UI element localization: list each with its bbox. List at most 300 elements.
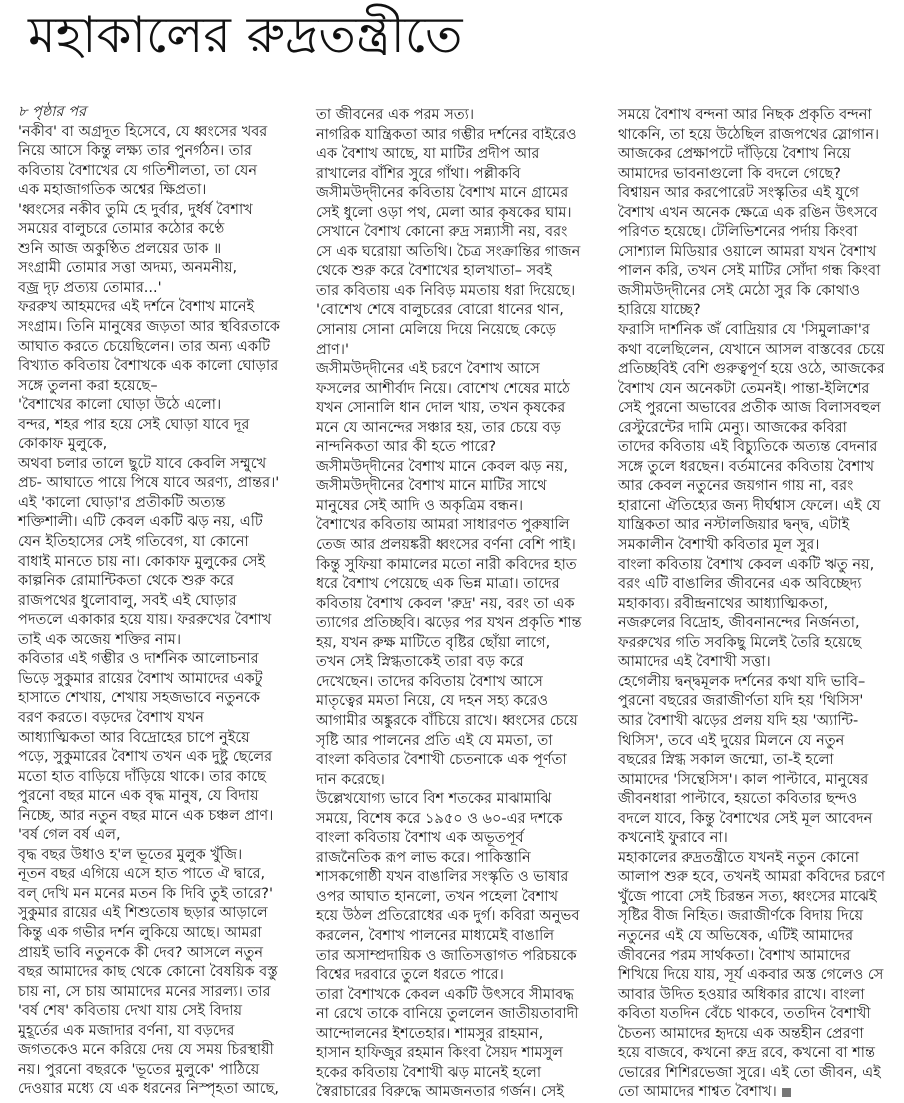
line-text: মাতৃত্বের মমতা নিয়ে, যে দহন সহ্য করেও: [316, 693, 549, 710]
line-text: অথবা চলার তালে ছুটে যাবে কেবলি সম্মুখে: [18, 455, 267, 472]
line-text: রাজনৈতিক রূপ লাভ করে। পাকিস্তানি: [316, 849, 531, 866]
article-column-2: [316, 106, 602, 1103]
article-text-line: [316, 106, 602, 126]
line-text: নিয়ে আসে কিন্তু লক্ষ্য তার পুনর্গঠন। তার: [18, 143, 252, 160]
line-text: বাংলা কবিতার বৈশাখী চেতনাকে এক পূর্ণতা: [316, 752, 567, 769]
line-text: কথা বলেছিলেন, যেখানে আসল বাস্তবের চেয়ে: [618, 341, 885, 358]
line-text: হাসান হাফিজুর রহমান কিংবা সৈয়দ শামসুল: [316, 1045, 563, 1062]
line-text: নতুনের এই যে অভিষেক, এটিই আমাদের: [618, 927, 854, 944]
article-text-line: [618, 360, 904, 380]
article-text-line: [18, 807, 304, 827]
article-text-line: [618, 692, 904, 712]
line-text: জসীমউদ্‌দীনের এই চরণে বৈশাখ আসে: [316, 361, 540, 378]
line-text: পুরনো বছরের জরাজীর্ণতা যদি হয় 'থিসিস': [618, 693, 864, 710]
article-text-line: [316, 380, 602, 400]
article-text-line: [316, 184, 602, 204]
article-text-line: [18, 513, 304, 533]
line-text: নান্দনিকতা আর কী হতে পারে?: [316, 439, 497, 456]
line-text: সৃষ্টির বীজ নিহিত। জরাজীর্ণকে বিদায় দিয়ে: [618, 908, 863, 925]
article-text-line: [316, 1005, 602, 1025]
line-text: আধ্যাত্মিকতা আর বিদ্রোহের চাপে নুইয়ে: [18, 729, 250, 746]
line-text: না রেখে তাকে বানিয়ে তুললেন জাতীয়তাবাদী: [316, 1006, 579, 1023]
article-text-line: [18, 865, 304, 885]
line-text: সেই ধুলো ওড়া পথ, মেলা আর কৃষকের ঘাম।: [316, 204, 572, 221]
line-text: সময়ের বালুচরে তোমার কঠোর কণ্ঠে: [18, 221, 225, 238]
article-text-line: [18, 826, 304, 846]
article-text-line: [18, 924, 304, 944]
line-text: ধরে বৈশাখ পেয়েছে এক ভিন্ন মাত্রা। তাদের: [316, 576, 560, 593]
line-text: মহাকালের রুদ্রতন্ত্রীতে যখনই নতুন কোনো: [618, 849, 860, 866]
article-text-line: [316, 947, 602, 967]
article-text-line: [316, 1083, 602, 1103]
line-text: জসীমউদ্‌দীনের সেই মেঠো সুর কি কোথাও: [618, 282, 860, 299]
line-text: দান করেছে।: [316, 771, 385, 788]
article-text-line: [618, 458, 904, 478]
line-text: প্রাণ।': [316, 341, 349, 358]
article-text-line: [18, 201, 304, 221]
line-text: তার অসাম্প্রদায়িক ও জাতিসত্তাগত পরিচয়কে: [316, 947, 577, 964]
article-text-line: [618, 1005, 904, 1025]
line-text: তাই এক অজেয় শক্তির নাম।: [18, 631, 182, 648]
line-text: আমাদের 'সিন্থেসিস'। কাল পাল্টাবে, মানুষের: [618, 771, 869, 788]
article-text-line: [618, 927, 904, 947]
line-text: হয়ে উঠল প্রতিরোধের এক দুর্গ। কবিরা অনুভব: [316, 908, 580, 925]
article-text-line: [618, 575, 904, 595]
line-text: বৈশাখ এখন অনেক ক্ষেত্রে এক রঙিন উৎসবে: [618, 204, 878, 221]
article-text-line: [18, 885, 304, 905]
line-text: সময়ে বৈশাখ বন্দনা আর নিছক প্রকৃতি বন্দনা: [618, 107, 872, 123]
line-text: বৈশাখ যেন অনেকটা তেমনই। পান্তা-ইলিশের: [618, 380, 870, 397]
line-text: রাজপথের ধুলোবালু, সবই এই ঘোড়ার: [18, 592, 237, 609]
article-text-line: [618, 712, 904, 732]
article-text-line: [618, 223, 904, 243]
line-text: বরং এটি বাঙালির জীবনের এক অবিচ্ছেদ্য: [618, 576, 862, 593]
article-text-line: [18, 142, 304, 162]
article-text-line: [618, 673, 904, 693]
line-text: আবার উদিত হওয়ার অধিকার রাখে। বাংলা: [618, 986, 865, 1003]
line-text: খুঁজে পাবো সেই চিরন্তন সত্য, ধ্বংসের মাঝেই: [618, 888, 877, 905]
article-text-line: [316, 810, 602, 830]
line-text: আন্দোলনের ইশতেহার। শামসুর রাহমান,: [316, 1025, 544, 1042]
article-title: মহাকালের রুদ্রতন্ত্রীতে: [28, 6, 463, 64]
line-text: ফররুখের গতি সবকিছু মিলেই তৈরি হয়েছে: [618, 634, 862, 651]
article-text-line: [618, 595, 904, 615]
line-text: কবিতার এই গম্ভীর ও দার্শনিক আলোচনার: [18, 651, 259, 668]
line-text: ভোরের শিশিরভেজা সুরে। এই তো জীবন, এই: [618, 1064, 881, 1081]
article-text-line: [618, 399, 904, 419]
article-text-line: [316, 399, 602, 419]
line-text: সময়ে, বিশেষ করে ১৯৫০ ও ৬০-এর দশকে: [316, 810, 563, 827]
article-text-line: [618, 751, 904, 771]
article-column-1: [18, 103, 304, 1100]
article-text-line: [618, 1083, 904, 1103]
article-text-line: [618, 126, 904, 146]
article-text-line: [316, 927, 602, 947]
article-text-line: [316, 165, 602, 185]
article-text-line: [618, 829, 904, 849]
line-text: 'বৈশাখের কালো ঘোড়া উঠে এলো।: [18, 397, 222, 414]
article-text-line: [18, 181, 304, 201]
article-text-line: [316, 907, 602, 927]
article-text-line: [18, 123, 304, 143]
line-text: বৈশাখের কবিতায় আমরা সাধারণত পুরুষালি: [316, 517, 570, 534]
line-text: রাখালের বাঁশির সুরে গাঁথা। পল্লীকবি: [316, 165, 521, 182]
line-text: করলেন, বৈশাখ পালনের মাধ্যমেই বাঙালি: [316, 927, 555, 944]
line-text: প্রায়ই ভাবি নতুনকে কী দেব? আসলে নতুন: [18, 944, 264, 961]
article-text-line: [316, 595, 602, 615]
line-text: বিশ্বের দরবারে তুলে ধরতে পারে।: [316, 967, 504, 984]
line-text: সমকালীন বৈশাখী কবিতার মূল সুর।: [618, 537, 820, 554]
article-text-line: [618, 165, 904, 185]
article-text-line: [18, 650, 304, 670]
line-text: 'বর্ষ শেষ' কবিতায় দেখা যায় সেই বিদায়: [18, 1003, 243, 1020]
line-text: সে এক ঘরোয়া অতিথি। চৈত্র সংক্রান্তির গাজন: [316, 243, 581, 260]
article-text-line: [18, 298, 304, 318]
line-text: আর বৈশাখী ঝড়ের প্রলয় যদি হয় 'অ্যান্টি-: [618, 712, 859, 729]
line-text: শাসকগোষ্ঠী যখন বাঙালির সংস্কৃতি ও ভাষার: [316, 869, 569, 886]
article-text-line: [316, 692, 602, 712]
line-text: যান্ত্রিকতা আর নস্টালজিয়ার দ্বন্দ্ব, এটাই: [618, 517, 850, 534]
line-text: হয়ে বাজবে, কখনো রুদ্র রবে, কখনো বা শান্ত: [618, 1045, 876, 1062]
article-text-line: [18, 787, 304, 807]
line-text: ফররুখ আহমদের এই দর্শনে বৈশাখ মানেই: [18, 299, 255, 316]
line-text: নিচ্ছে, আর নতুন বছর মানে এক চঞ্চল প্রাণ।: [18, 807, 274, 824]
article-text-line: [618, 556, 904, 576]
line-text: শুনি আজ অকুণ্ঠিত প্রলয়ের ডাক ॥: [18, 240, 222, 257]
article-text-line: [18, 1080, 304, 1100]
article-text-line: [18, 533, 304, 553]
line-text: থিসিস', তবে এই দুয়ের মিলনে যে নতুন: [618, 732, 845, 749]
article-text-line: [316, 301, 602, 321]
line-text: কিন্তু এক গভীর দর্শন লুকিয়ে আছে। আমরা: [18, 924, 262, 941]
line-text: নূতন বছর এগিয়ে এসে হাত পাতে ঐ দ্বারে,: [18, 866, 266, 883]
line-text: স্বৈরাচারের বিরুদ্ধে আমজনতার গর্জন। সেই: [316, 1084, 564, 1101]
article-text-line: [618, 243, 904, 263]
article-text-line: [18, 318, 304, 338]
line-text: জগতকেও মনে করিয়ে দেয় যে সময় চিরস্থায়ী: [18, 1042, 274, 1059]
article-text-line: [618, 653, 904, 673]
line-text: কখনোই ফুরাবে না।: [618, 830, 728, 847]
article-text-line: [316, 341, 602, 361]
article-text-line: [316, 575, 602, 595]
line-text: থাকেনি, তা হয়ে উঠেছিল রাজপথের স্লোগান।: [618, 126, 880, 143]
article-text-line: [18, 279, 304, 299]
article-text-line: [316, 751, 602, 771]
line-text: যেন ইতিহাসের সেই গতিবেগ, যা কোনো: [18, 534, 249, 551]
article-text-line: [618, 497, 904, 517]
article-text-line: [316, 1064, 602, 1084]
article-text-line: [18, 396, 304, 416]
line-text: ৮ পৃষ্ঠার পর: [18, 104, 86, 120]
article-text-line: [618, 907, 904, 927]
article-text-line: [618, 438, 904, 458]
article-text-line: [18, 553, 304, 573]
line-text: তা জীবনের এক পরম সত্য।: [316, 107, 475, 123]
article-text-line: [316, 321, 602, 341]
article-text-line: [18, 748, 304, 768]
line-text: বিশ্বায়ন আর করপোরেট সংস্কৃতির এই যুগে: [618, 185, 860, 202]
line-text: বদলে যাবে, কিন্তু বৈশাখের সেই মূল আবেদন: [618, 810, 873, 827]
line-text: সোনায় সোনা মেলিয়ে দিয়ে নিয়েছে কেড়ে: [316, 322, 557, 339]
line-text: তেজ আর প্রলয়ঙ্করী ধ্বংসের বর্ণনা বেশি পাই।: [316, 537, 576, 554]
article-text-line: [18, 259, 304, 279]
article-text-line: [618, 262, 904, 282]
line-text: বাংলা কবিতায় বৈশাখ এক অভূতপূর্ব: [316, 830, 524, 847]
line-text: দেওয়ার মধ্যে যে এক ধরনের নিস্পৃহতা আছে,: [18, 1081, 280, 1098]
line-text: চায় না, সে চায় আমাদের মনের সারল্য। তার: [18, 983, 271, 1000]
article-text-line: [618, 301, 904, 321]
article-text-line: [18, 904, 304, 924]
article-text-line: [18, 220, 304, 240]
article-text-line: [18, 944, 304, 964]
line-text: সেই পুরনো অভাবের প্রতীক আজ বিলাসবহুল: [618, 400, 881, 417]
line-text: পড়ে, সুকুমারের বৈশাখ তখন এক দুষ্টু ছেলের: [18, 749, 273, 766]
article-text-line: [618, 419, 904, 439]
article-text-line: [316, 888, 602, 908]
article-text-line: [316, 419, 602, 439]
article-text-line: [316, 634, 602, 654]
line-text: আমাদের ভাবনাগুলো কি বদলে গেছে?: [618, 165, 841, 182]
article-text-line: [618, 790, 904, 810]
line-text: যখন সোনালি ধান দোল খায়, তখন কৃষকের: [316, 400, 566, 417]
article-text-line: [618, 184, 904, 204]
article-text-line: [316, 556, 602, 576]
article-text-line: [18, 611, 304, 631]
article-text-line: [618, 341, 904, 361]
article-text-line: [316, 986, 602, 1006]
line-text: বন্দর, শহর পার হয়ে সেই ঘোড়া যাবে দূর: [18, 416, 250, 433]
article-text-line: [618, 947, 904, 967]
article-text-line: [618, 810, 904, 830]
article-text-line: [618, 849, 904, 869]
article-text-line: [316, 223, 602, 243]
article-text-line: [316, 1025, 602, 1045]
article-text-line: [18, 435, 304, 455]
line-text: আমাদের এই বৈশাখী সত্তা।: [618, 654, 771, 671]
line-text: জসীমউদ্‌দীনের কবিতায় বৈশাখ মানে গ্রামের: [316, 185, 569, 202]
line-text: আলাপ শুরু হবে, তখনই আমরা কবিদের চরণে: [618, 869, 886, 886]
article-text-line: [316, 1044, 602, 1064]
line-text: জসীমউদ্‌দীনের বৈশাখ মানে মাটির সাথে: [316, 478, 547, 495]
line-text: সেখানে বৈশাখ কোনো রুদ্র সন্ন্যাসী নয়, বরং: [316, 224, 568, 241]
article-text-line: [316, 673, 602, 693]
article-text-line: [316, 868, 602, 888]
article-text-line: [316, 360, 602, 380]
line-text: কবিতায় বৈশাখের যে গতিশীলতা, তা যেন: [18, 162, 258, 179]
article-text-line: [618, 1064, 904, 1084]
line-text: 'নকীব' বা অগ্রদূত হিসেবে, যে ধ্বংসের খবর: [18, 123, 268, 140]
line-text: পালন করি, তখন সেই মাটির সোঁদা গন্ধ কিংবা: [618, 263, 881, 280]
article-text-line: [18, 729, 304, 749]
line-text: বল্‌ দেখি মন মনের মতন কি দিবি তুই তারে?': [18, 885, 273, 902]
article-text-line: [18, 572, 304, 592]
article-text-line: [316, 204, 602, 224]
line-text: 'বোশেখ শেষে বালুচরের বোরো ধানের থান,: [316, 302, 564, 319]
article-text-line: [18, 377, 304, 397]
line-text: তখন সেই স্নিগ্ধতাকেই তারা বড় করে: [316, 654, 524, 671]
line-text: মুহূর্তের এক মজাদার বর্ণনা, যা বড়দের: [18, 1022, 235, 1039]
line-text: জসীমউদ্‌দীনের বৈশাখ মানে কেবল ঝড় নয়,: [316, 458, 568, 475]
line-text: তাদের কবিতায় এই বিচ্যুতিকে অত্যন্ত বেদনার: [618, 439, 878, 456]
article-text-line: [618, 204, 904, 224]
line-text: দেখেছেন। তাদের কবিতায় বৈশাখ আসে: [316, 673, 543, 690]
line-text: সৃষ্টি আর পালনের প্রতি এই যে মমতা, তা: [316, 732, 553, 749]
line-text: বিখ্যাত কবিতায় বৈশাখকে এক কালো ঘোড়ার: [18, 358, 279, 375]
line-text: চৈতন্য আমাদের হৃদয়ে এক অন্তহীন প্রেরণা: [618, 1025, 864, 1042]
article-text-line: [18, 338, 304, 358]
article-text-line: [618, 145, 904, 165]
article-text-line: [316, 262, 602, 282]
line-text: মহাকাব্য। রবীন্দ্রনাথের আধ্যাত্মিকতা,: [618, 595, 829, 612]
line-text: বছরের স্নিগ্ধ সকাল জন্মো, তা-ই হলো: [618, 752, 834, 769]
line-text: নজরুলের বিদ্রোহ, জীবনানন্দের নির্জনতা,: [618, 615, 860, 632]
article-text-line: [618, 888, 904, 908]
article-text-line: [618, 1044, 904, 1064]
line-text: আঘাত করতে চেয়েছিলেন। তার অন্য একটি: [18, 338, 271, 355]
article-text-line: [316, 966, 602, 986]
article-text-line: [618, 634, 904, 654]
line-text: এক বৈশাখ আছে, যা মাটির প্রদীপ আর: [316, 146, 540, 163]
line-text: সঙ্গে তুলে ধরছেন। বর্তমানের কবিতায় বৈশাখ: [618, 458, 875, 475]
article-text-line: [316, 849, 602, 869]
article-text-line: [618, 732, 904, 752]
article-text-line: [316, 771, 602, 791]
line-text: সংগ্রামী তোমার সত্তা অদম্য, অনমনীয়,: [18, 260, 238, 277]
article-text-line: [618, 966, 904, 986]
article-text-line: [316, 438, 602, 458]
line-text: তার কবিতায় এক নিবিড় মমতায় ধরা দিয়েছে।: [316, 282, 576, 299]
line-text: ভিড়ে সুকুমার রায়ের বৈশাখ আমাদের একটু: [18, 670, 263, 687]
line-text: মনে যে আনন্দের সঞ্চার হয়, তার চেয়ে বড়: [316, 419, 561, 436]
article-text-line: [316, 829, 602, 849]
article-text-line: [316, 145, 602, 165]
article-text-line: [18, 455, 304, 475]
line-text: জীবনধারা পাল্টাবে, হয়তো কবিতার ছন্দও: [618, 791, 858, 808]
article-text-line: [316, 126, 602, 146]
line-text: রেস্টুরেন্টের দামি মেন্যু। আজকের কবিরা: [618, 419, 847, 436]
continued-from-label: [18, 103, 304, 123]
article-text-line: [18, 162, 304, 182]
article-text-line: [618, 380, 904, 400]
line-text: তারা বৈশাখকে কেবল একটি উৎসবে সীমাবদ্ধ: [316, 986, 574, 1003]
end-mark-square-icon: [782, 1088, 791, 1097]
line-text: হারিয়ে যাচ্ছে?: [618, 302, 701, 319]
line-text: 'বর্ষ গেল বর্ষ এল,: [18, 827, 121, 844]
article-text-line: [18, 983, 304, 1003]
line-text: উল্লেখযোগ্য ভাবে বিশ শতকের মাঝামাঝি: [316, 791, 552, 808]
line-text: পুরনো বছর মানে এক বৃদ্ধ মানুষ, যে বিদায়: [18, 788, 259, 805]
line-text: পদতলে একাকার হয়ে যায়। ফররুখের বৈশাখ: [18, 612, 272, 629]
line-text: সুকুমার রায়ের এই শিশুতোষ ছড়ার আড়ালে: [18, 905, 268, 922]
line-text: হাসাতে শেখায়, শেখায় সহজভাবে নতুনকে: [18, 690, 261, 707]
article-text-line: [18, 1041, 304, 1061]
line-text: জীবনের পরম সার্থকতা। বৈশাখ আমাদের: [618, 947, 851, 964]
line-text: প্রতিচ্ছবিই বেশি গুরুত্বপূর্ণ হয়ে ওঠে, আজকের: [618, 361, 885, 378]
line-text: কাল্পনিক রোমান্টিকতা থেকে শুরু করে: [18, 573, 234, 590]
article-text-line: [618, 321, 904, 341]
article-text-line: [618, 106, 904, 126]
line-text: শিখিয়ে দিয়ে যায়, সূর্য একবার অস্ত গেলেও সে: [618, 967, 884, 984]
line-text: শক্তিশালী। এটি কেবল একটি ঝড় নয়, এটি: [18, 514, 263, 531]
line-text: নয়। পুরনো বছরকে 'ভূতের মুলুকে' পাঠিয়ে: [18, 1061, 260, 1078]
article-text-line: [618, 516, 904, 536]
line-text: ত্যাগের প্রতিচ্ছবি। ঝড়ের পর যখন প্রকৃতি শান্ত: [316, 615, 582, 632]
article-text-line: [618, 614, 904, 634]
article-text-line: [18, 357, 304, 377]
article-text-line: [618, 536, 904, 556]
article-text-line: [18, 1061, 304, 1081]
line-text: বাংলা কবিতায় বৈশাখ কেবল একটি ঋতু নয়,: [618, 556, 875, 573]
article-text-line: [18, 768, 304, 788]
article-text-line: [18, 592, 304, 612]
line-text: বৃদ্ধ বছর উধাও হ'ল ভূতের মুলুক খুঁজি।: [18, 846, 243, 863]
line-text: সঙ্গে তুলনা করা হয়েছে–: [18, 377, 158, 394]
article-text-line: [18, 631, 304, 651]
line-text: মতো হাত বাড়িয়ে দাঁড়িয়ে থাকে। তার কাছে: [18, 768, 266, 785]
article-text-line: [618, 868, 904, 888]
article-text-line: [316, 516, 602, 536]
line-text: হারানো ঐতিহ্যের জন্য দীর্ঘশ্বাস ফেলে। এই যে: [618, 497, 881, 514]
article-text-line: [18, 474, 304, 494]
article-text-line: [316, 790, 602, 810]
article-column-3: [618, 106, 904, 1103]
line-text: কোকাফ মুলুকে,: [18, 436, 108, 453]
article-text-line: [316, 477, 602, 497]
line-text: হকের কবিতায় বৈশাখী ঝড় মানেই হলো: [316, 1064, 542, 1081]
article-text-line: [316, 614, 602, 634]
article-text-line: [18, 689, 304, 709]
line-text: 'ধ্বংসের নকীব তুমি হে দুর্বার, দুর্ধর্ষ বৈশাখ: [18, 201, 253, 218]
line-text: কবিতায় বৈশাখ কেবল 'রুদ্র' নয়, বরং তা এক: [316, 595, 575, 612]
article-text-line: [18, 709, 304, 729]
line-text: কবিতা যতদিন বেঁচে থাকবে, ততদিন বৈশাখী: [618, 1006, 871, 1023]
article-text-line: [316, 653, 602, 673]
line-text: বাধাই মানতে চায় না। কোকাফ মুলুকের সেই: [18, 553, 266, 570]
article-text-line: [18, 846, 304, 866]
line-text: ফরাসি দার্শনিক জঁ বোদ্রিয়ার যে 'সিমুলাক্রা'র: [618, 322, 870, 339]
line-text: নাগরিক যান্ত্রিকতা আর গম্ভীর দর্শনের বাইরেও: [316, 126, 577, 143]
line-text: বরণ করতে। বড়দের বৈশাখ যখন: [18, 709, 204, 726]
line-text: আর কেবল নতুনের জয়গান গায় না, বরং: [618, 478, 854, 495]
article-text-line: [316, 282, 602, 302]
article-text-line: [18, 1022, 304, 1042]
line-text: এক মহাজাগতিক অশ্বের ক্ষিপ্রতা।: [18, 182, 207, 199]
line-text: কিন্তু সুফিয়া কামালের মতো নারী কবিদের হাত: [316, 556, 577, 573]
article-text-line: [316, 497, 602, 517]
article-text-line: [18, 494, 304, 514]
line-text: ওপর আঘাত হানলো, তখন পহেলা বৈশাখ: [316, 888, 559, 905]
article-text-line: [316, 712, 602, 732]
article-text-line: [618, 986, 904, 1006]
article-text-line: [316, 458, 602, 478]
line-text: বজ্র দৃঢ় প্রত্যয় তোমার...': [18, 279, 162, 296]
line-text: এই 'কালো ঘোড়া'র প্রতীকটি অত্যন্ত: [18, 494, 226, 511]
article-text-line: [18, 1002, 304, 1022]
line-text: তো আমাদের শাশ্বত বৈশাখ।: [618, 1084, 777, 1101]
article-text-line: [18, 240, 304, 260]
article-text-line: [618, 282, 904, 302]
line-text: আগামীর অঙ্কুরকে বাঁচিয়ে রাখে। ধ্বংসের চেয়ে: [316, 712, 578, 729]
line-text: থেকে শুরু করে বৈশাখের হালখাতা– সবই: [316, 263, 552, 280]
line-text: হেগেলীয় দ্বন্দ্বমূলক দর্শনের কথা যদি ভাবি–: [618, 673, 866, 690]
line-text: প্রচ- আঘাতে পায়ে পিষে যাবে অরণ্য, প্রান্তর।': [18, 475, 280, 492]
line-text: মানুষের সেই আদি ও অকৃত্রিম বন্ধন।: [316, 497, 524, 514]
line-text: সোশ্যাল মিডিয়ার ওয়ালে আমরা যখন বৈশাখ: [618, 243, 877, 260]
line-text: সংগ্রাম। তিনি মানুষের জড়তা আর স্থবিরতাকে: [18, 319, 280, 336]
article-text-line: [316, 243, 602, 263]
line-text: ফসলের আশীর্বাদ নিয়ে। বোশেখ শেষের মাঠে: [316, 380, 570, 397]
article-text-line: [618, 771, 904, 791]
